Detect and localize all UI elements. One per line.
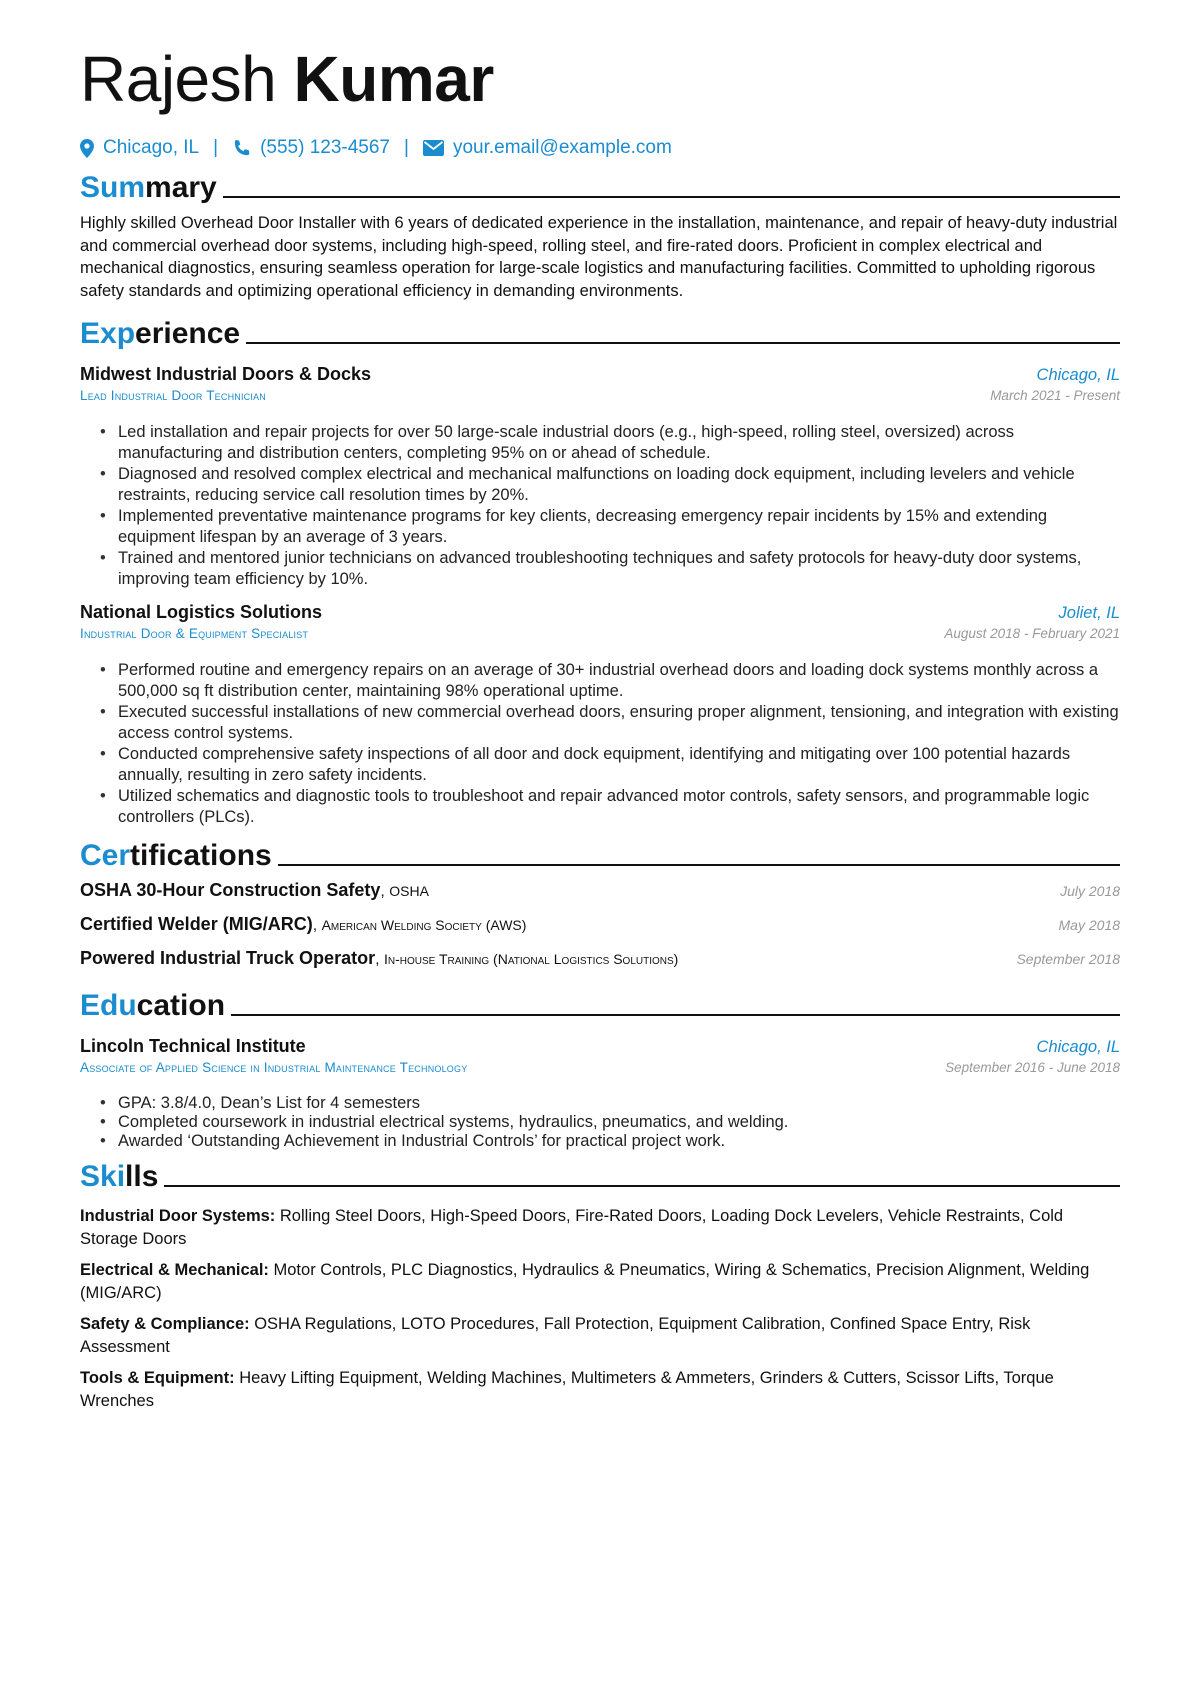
skill-category-label: Electrical & Mechanical: [80,1261,269,1279]
contact-separator: | [404,137,409,158]
contact-separator: | [213,137,219,158]
certifications-heading [80,832,1120,874]
section-divider [246,342,1120,344]
degree-title: Associate of Applied Science in Industrial Maintenance Technology [80,1060,468,1075]
section-title: Skills [80,1160,159,1193]
certification-item: OSHA 30-Hour Construction Safety, OSHA July 2018 [80,880,1120,900]
job-dates: March 2021 - Present [990,388,1120,403]
list-item: • Led installation and repair projects for over 50 large-scale industrial doors (e.g., high-speed, rolling steel, oversized) across manufacturing and distribution centers, completing 95% on or ahead of schedule. [100,422,1120,464]
section-title: Education [80,989,226,1022]
education-entry [80,1036,1120,1151]
skill-category-label: Tools & Equipment: [80,1369,235,1387]
certification-name: Powered Industrial Truck Operator [80,948,376,968]
education-dates: September 2016 - June 2018 [945,1060,1120,1075]
list-item: • Diagnosed and resolved complex electrical and mechanical malfunctions on loading dock equipment, including levelers and vehicle restraints, reducing service call resolution times by 20%. [100,464,1120,506]
envelope-icon [423,140,444,156]
certification-name: OSHA 30-Hour Construction Safety [80,880,381,900]
section-title: Certifications [80,839,272,872]
education-heading [80,982,1120,1024]
last-name: Kumar [293,43,494,115]
skill-category [80,1313,1120,1358]
first-name: Rajesh [80,43,277,115]
contact-phone[interactable] [232,137,390,159]
location-text: Chicago, IL [103,137,200,158]
school-location: Chicago, IL [1036,1038,1120,1056]
list-item: • Utilized schematics and diagnostic tools to troubleshoot and repair advanced motor controls, safety sensors, and programmable logic controllers (PLCs). [100,786,1120,828]
employer-name: National Logistics Solutions [80,602,323,622]
certification-issuer: OSHA [389,883,429,899]
job-dates: August 2018 - February 2021 [944,626,1120,641]
job-title: Industrial Door & Equipment Specialist [80,626,309,641]
certification-issuer: American Welding Society (AWS) [321,917,527,933]
contact-location [80,137,199,159]
map-pin-icon [80,139,94,158]
list-item: • Executed successful installations of new commercial overhead doors, ensuring proper alignment, tensioning, and integration with existing access control systems. [100,702,1120,744]
section-title: Experience [80,317,241,350]
achievement-list [80,422,1120,590]
list-item: • GPA: 3.8/4.0, Dean’s List for 4 semesters [100,1094,1120,1113]
job-location: Chicago, IL [1036,366,1120,384]
certification-date: September 2018 [1016,951,1120,967]
certification-list [80,880,1120,982]
skill-category-values: Rolling Steel Doors, High-Speed Doors, Fire-Rated Doors, Loading Dock Levelers, Vehicle Restraints, Cold Storage Doors [80,1207,1064,1248]
skills-heading [80,1153,1120,1195]
job-title: Lead Industrial Door Technician [80,388,266,403]
skills-list [80,1205,1120,1412]
section-divider [231,1014,1120,1016]
section-divider [164,1185,1120,1187]
school-name: Lincoln Technical Institute [80,1036,306,1056]
list-item: • Completed coursework in industrial electrical systems, hydraulics, pneumatics, and welding. [100,1113,1120,1132]
certification-item: Powered Industrial Truck Operator, In-house Training (National Logistics Solutions) September 2018 [80,948,1120,968]
section-divider [223,196,1120,198]
resume-page [80,38,1120,1421]
job-location: Joliet, IL [1058,604,1120,622]
certification-date: July 2018 [1060,883,1120,899]
certification-name: Certified Welder (MIG/ARC) [80,914,313,934]
section-title: Summary [80,171,217,204]
skill-category-label: Industrial Door Systems: [80,1207,276,1225]
skill-category-label: Safety & Compliance: [80,1315,250,1333]
certification-item: Certified Welder (MIG/ARC), American Welding Society (AWS) May 2018 [80,914,1120,934]
certification-date: May 2018 [1058,917,1120,933]
list-item: • Trained and mentored junior technicians on advanced troubleshooting techniques and safety protocols for heavy-duty door systems, improving team efficiency by 10%. [100,548,1120,590]
summary-paragraph: Highly skilled Overhead Door Installer with 6 years of dedicated experience in the installation, maintenance, and repair of heavy-duty industrial and commercial overhead door systems, including high-speed, rolling steel, and fire-rated doors. Proficient in complex electrical and mechanical diagnostics, ensuring seamless operation for large-scale logistics and manufacturing facilities. Committed to upholding rigorous safety standards and optimizing operational efficiency in demanding environments. [80,214,1118,300]
experience-entry [80,602,1120,828]
achievement-list [80,660,1120,828]
employer-name: Midwest Industrial Doors & Docks [80,364,372,384]
list-item: • Implemented preventative maintenance programs for key clients, decreasing emergency repair incidents by 15% and extending equipment lifespan by an average of 3 years. [100,506,1120,548]
candidate-name [80,38,1120,120]
section-divider [278,864,1120,866]
skill-category [80,1367,1120,1412]
contact-email[interactable] [423,137,672,159]
certification-issuer: In-house Training (National Logistics Solutions) [383,951,679,967]
list-item: • Performed routine and emergency repairs on an average of 30+ industrial overhead doors and loading dock systems monthly across a 500,000 sq ft distribution center, maintaining 98% operational uptime. [100,660,1120,702]
summary-heading [80,164,1120,206]
skill-category [80,1259,1120,1304]
email-link[interactable]: your.email@example.com [452,137,672,158]
list-item: • Awarded ‘Outstanding Achievement in Industrial Controls’ for practical project work. [100,1132,1120,1151]
phone-icon [232,139,251,158]
skill-category-values: OSHA Regulations, LOTO Procedures, Fall Protection, Equipment Calibration, Confined Space Entry, Risk Assessment [80,1315,1031,1356]
list-item: • Conducted comprehensive safety inspections of all door and dock equipment, identifying and mitigating over 100 potential hazards annually, resulting in zero safety incidents. [100,744,1120,786]
experience-heading [80,310,1120,352]
phone-text[interactable]: (555) 123-4567 [260,137,390,158]
education-details-list [80,1094,1120,1151]
contact-bar [80,134,1120,162]
skill-category-values: Heavy Lifting Equipment, Welding Machines, Multimeters & Ammeters, Grinders & Cutters, Scissor Lifts, Torque Wrenches [80,1369,1054,1410]
skill-category [80,1205,1120,1250]
skill-category-values: Motor Controls, PLC Diagnostics, Hydraulics & Pneumatics, Wiring & Schematics, Precision Alignment, Welding (MIG/ARC) [80,1261,1090,1302]
experience-entry [80,364,1120,590]
